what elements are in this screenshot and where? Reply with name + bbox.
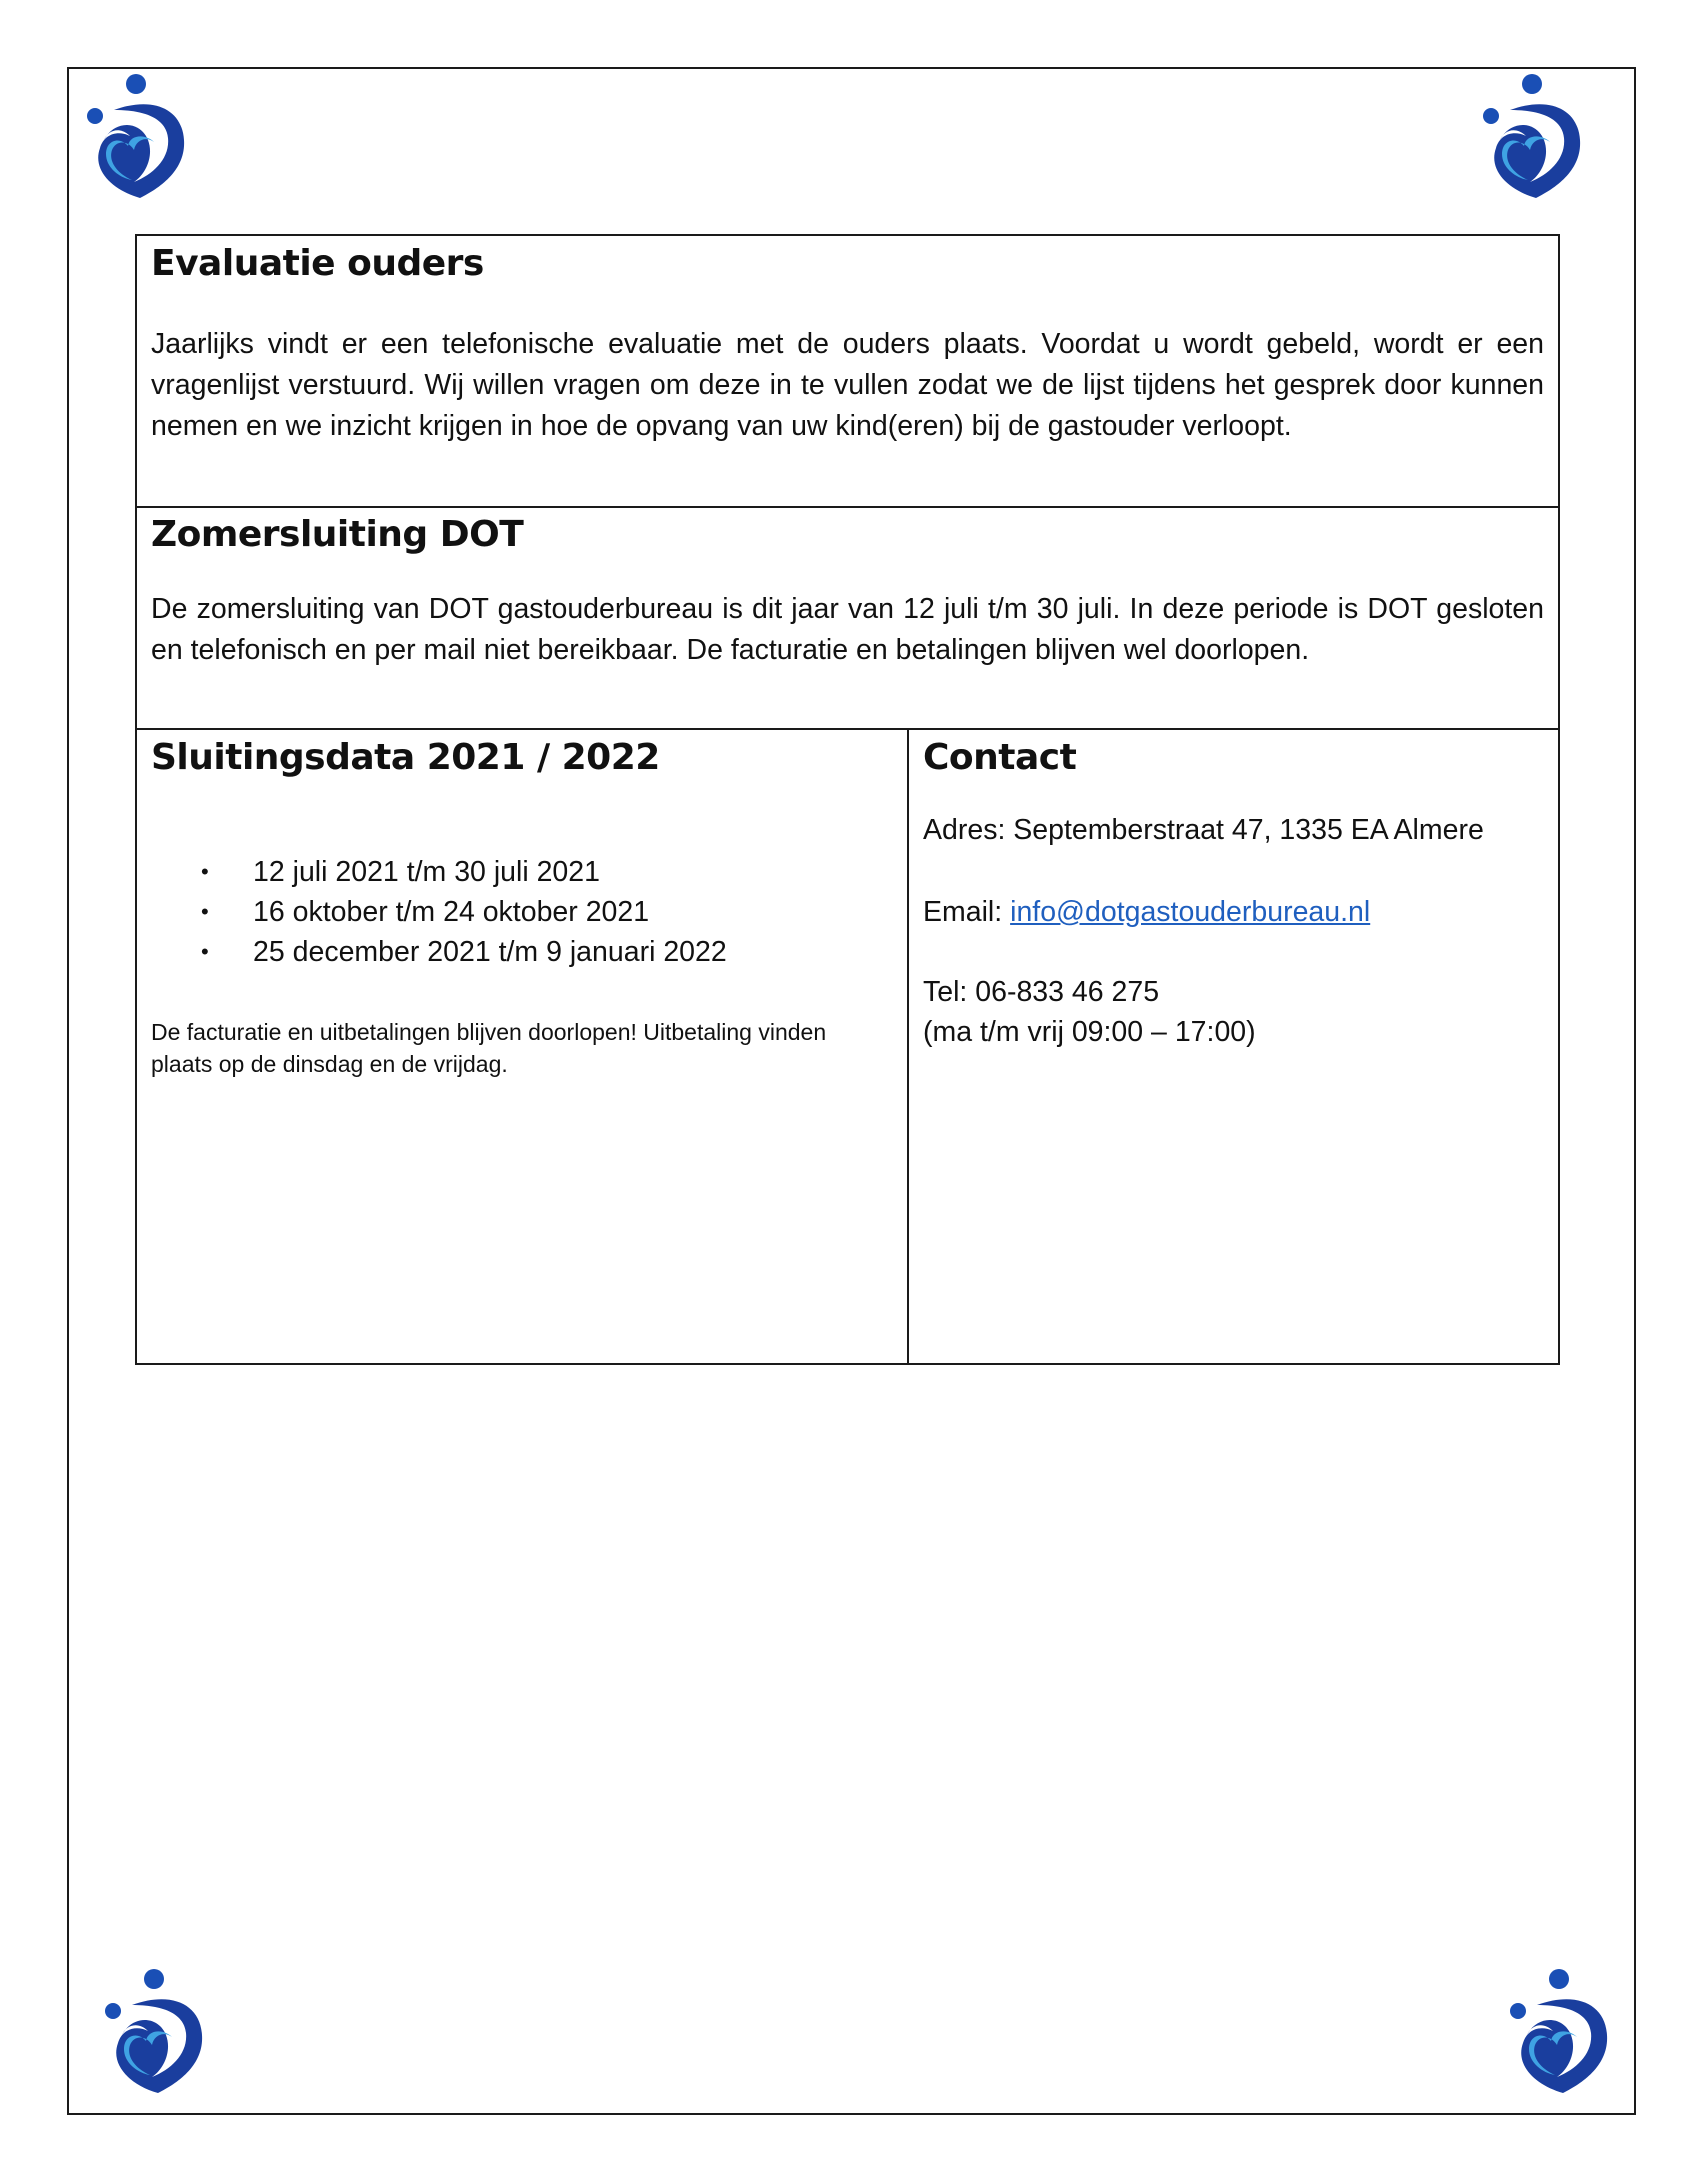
email-label: Email: [923, 896, 1011, 928]
bullet-icon: • [201, 859, 209, 884]
contact-section [909, 730, 1558, 1363]
info-table [135, 234, 1560, 1365]
summer-closing-section [137, 508, 1558, 730]
summer-closing-title: Zomersluiting DOT [151, 514, 524, 555]
evaluation-body: Jaarlijks vindt er een telefonische evaluatie met de ouders plaats. Voordat u wordt gebeld, wordt er een vragenlijst verstuurd. Wij willen vragen om deze in te vullen zodat we de lijst tijdens het gesprek door kunnen nemen en we inzicht krijgen in hoe de opvang van uw kind(eren) bij de gastouder verloopt. [151, 328, 1544, 442]
dot-logo-icon [92, 1965, 212, 2095]
contact-address: Adres: Septemberstraat 47, 1335 EA Almere [923, 814, 1484, 846]
contact-title: Contact [923, 737, 1077, 778]
closing-date: 12 juli 2021 t/m 30 juli 2021 [253, 856, 600, 888]
evaluation-section [137, 236, 1558, 508]
email-link[interactable]: info@dotgastouderbureau.nl [1010, 896, 1371, 928]
closing-dates-section [137, 730, 909, 1363]
list-item [201, 892, 893, 932]
closing-dates-list [151, 852, 893, 972]
contact-phone: Tel: 06-833 46 275 [923, 976, 1160, 1008]
payment-note: De facturatie en uitbetalingen blijven doorlopen! Uitbetaling vinden plaats op de dinsdag en de vrijdag. [151, 1019, 827, 1077]
dot-logo-icon [1470, 70, 1590, 200]
summer-closing-body: De zomersluiting van DOT gastouderbureau is dit jaar van 12 juli t/m 30 juli. In deze periode is DOT gesloten en telefonisch en per mail niet bereikbaar. De facturatie en betalingen blijven wel doorlopen. [151, 593, 1544, 666]
dot-logo-icon [74, 70, 194, 200]
dates-contact-row [137, 730, 1558, 1363]
list-item [201, 852, 893, 892]
bullet-icon: • [201, 939, 209, 964]
contact-hours: (ma t/m vrij 09:00 – 17:00) [923, 1016, 1256, 1048]
contact-email-line [923, 892, 1544, 932]
list-item [201, 932, 893, 972]
closing-date: 16 oktober t/m 24 oktober 2021 [253, 896, 650, 928]
closing-dates-title: Sluitingsdata 2021 / 2022 [151, 737, 660, 778]
bullet-icon: • [201, 899, 209, 924]
closing-date: 25 december 2021 t/m 9 januari 2022 [253, 936, 727, 968]
dot-logo-icon [1497, 1965, 1617, 2095]
evaluation-title: Evaluatie ouders [151, 243, 484, 284]
